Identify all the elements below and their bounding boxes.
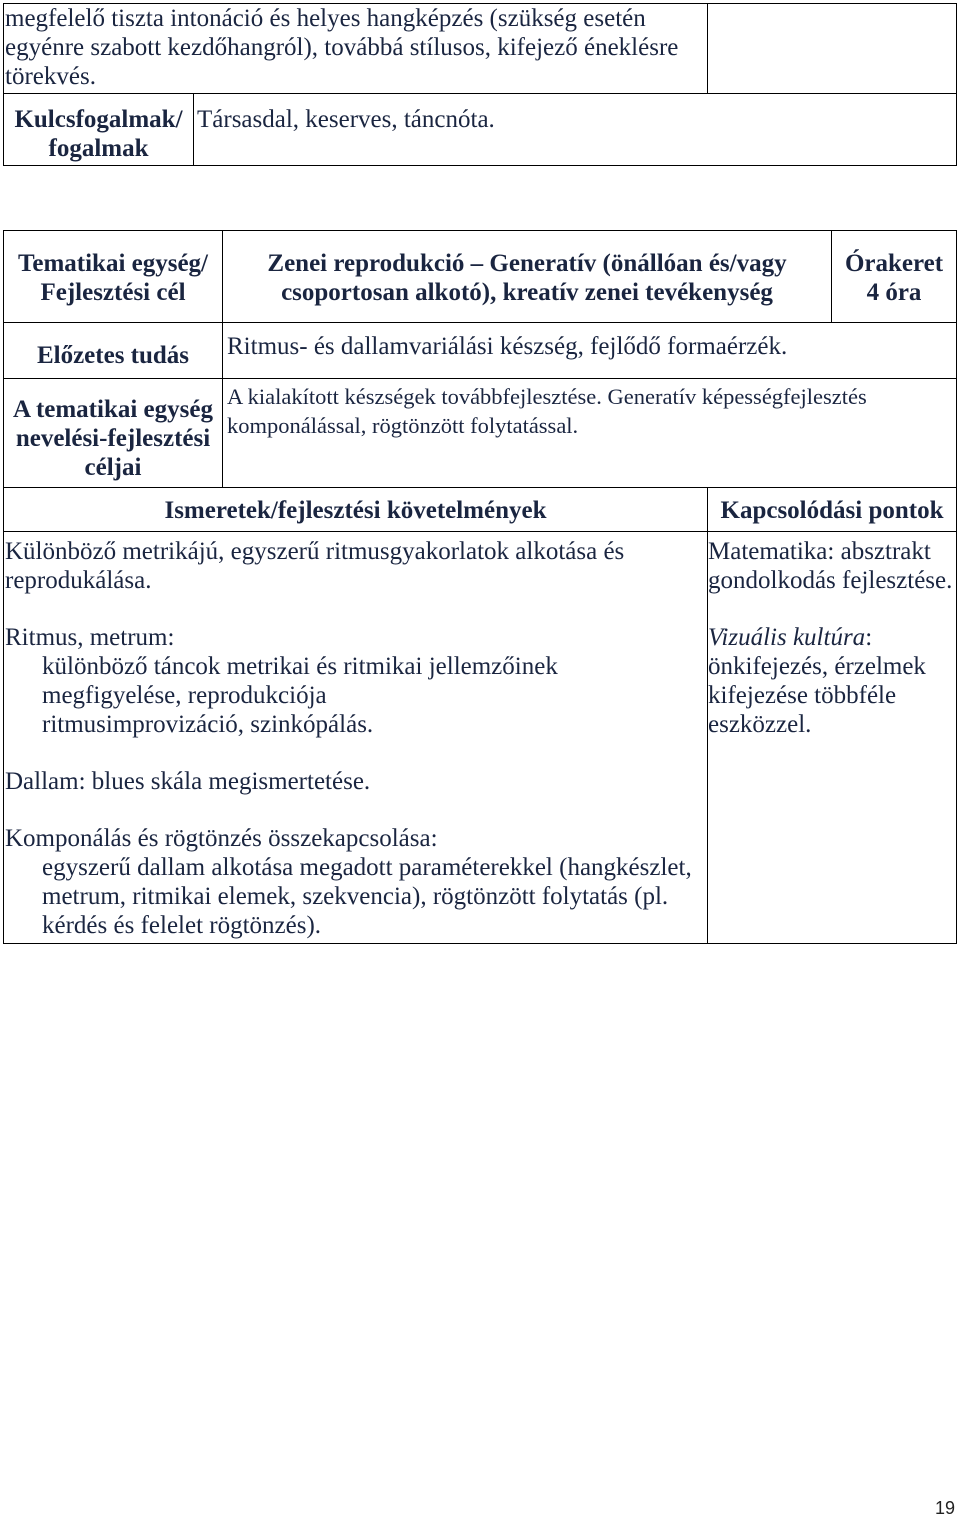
requirements-sub-line: kérdés és felelet rögtönzés). — [42, 912, 322, 939]
goals-label-cell — [3, 378, 223, 488]
connections-line: kifejezése többféle — [708, 682, 897, 709]
unit-title: csoportosan alkotó), kreatív zenei tevékenység — [281, 279, 773, 306]
time-frame-cell — [831, 230, 957, 323]
connections-body-cell — [707, 531, 957, 944]
connections-line: Matematika: absztrakt — [708, 538, 931, 565]
requirements-sub-line: metrum, ritmikai elemek, szekvencia), rögtönzött folytatás (pl. — [42, 883, 669, 910]
time-frame-label: Órakeret — [844, 250, 944, 277]
requirements-paragraph — [5, 623, 707, 739]
unit-title: Zenei reprodukció – Generatív (önállóan és/vagy — [267, 250, 787, 277]
connections-paragraph — [708, 623, 956, 739]
intro-line: törekvés. — [5, 63, 96, 90]
requirements-body-cell — [3, 531, 708, 944]
unit-title-cell — [222, 230, 832, 323]
intro-line: megfelelő tiszta intonáció és helyes hangképzés (szükség esetén — [5, 5, 646, 32]
goals-label: nevelési-fejlesztési — [15, 425, 211, 452]
connections-subject-suffix: : — [865, 624, 873, 651]
prior-knowledge-value: Ritmus- és dallamvariálási készség, fejlődő formaérzék. — [227, 333, 788, 360]
key-concepts-label: Kulcsfogalmak/ — [14, 106, 183, 133]
requirements-paragraph — [5, 767, 707, 796]
key-concepts-label-cell — [3, 93, 194, 166]
requirements-sub-line: ritmusimprovizáció, szinkópálás. — [42, 711, 374, 738]
requirements-title: Komponálás és rögtönzés összekapcsolása: — [5, 825, 438, 852]
unit-label: Tematikai egység/ — [17, 250, 209, 277]
connections-subject: Vizuális kultúra — [708, 624, 866, 651]
requirements-line: reprodukálása. — [5, 567, 152, 594]
requirements-header: Ismeretek/fejlesztési követelmények — [164, 497, 547, 524]
goals-value-cell — [222, 378, 957, 488]
goals-value: komponálással, rögtönzött folytatással. — [227, 413, 579, 438]
requirements-line: Dallam: blues skála megismertetése. — [5, 768, 371, 795]
intro-cell — [3, 3, 708, 94]
connections-line: önkifejezés, érzelmek — [708, 653, 926, 680]
prior-knowledge-label: Előzetes tudás — [36, 342, 190, 369]
unit-label-cell — [3, 230, 223, 323]
prior-knowledge-value-cell — [222, 322, 957, 379]
prior-knowledge-label-cell — [3, 322, 223, 379]
page-number: 19 — [934, 1498, 955, 1518]
key-concepts-label: fogalmak — [48, 135, 149, 162]
connections-header-cell — [707, 487, 957, 532]
requirements-sub-line: megfigyelése, reprodukciója — [42, 682, 327, 709]
unit-label: Fejlesztési cél — [40, 279, 186, 306]
goals-label: céljai — [84, 454, 142, 481]
time-frame-value: 4 óra — [866, 279, 922, 306]
intro-line: egyénre szabott kezdőhangról), továbbá stílusos, kifejező éneklésre — [5, 34, 679, 61]
connections-subject-line — [708, 623, 956, 652]
requirements-line: Különböző metrikájú, egyszerű ritmusgyakorlatok alkotása és — [5, 538, 625, 565]
key-concepts-value-cell — [193, 93, 957, 166]
requirements-paragraph — [5, 824, 707, 940]
connections-header: Kapcsolódási pontok — [720, 497, 944, 524]
key-concepts-value: Társasdal, keserves, táncnóta. — [197, 106, 495, 133]
requirements-title: Ritmus, metrum: — [5, 624, 175, 651]
goals-value: A kialakított készségek továbbfejlesztése. Generatív képességfejlesztés — [227, 384, 867, 409]
connections-paragraph — [708, 537, 956, 595]
empty-cell — [707, 3, 957, 94]
connections-line: eszközzel. — [708, 711, 812, 738]
connections-line: gondolkodás fejlesztése. — [708, 567, 953, 594]
goals-label: A tematikai egység — [13, 396, 213, 423]
requirements-sub-line: különböző táncok metrikai és ritmikai jellemzőinek — [42, 653, 558, 680]
requirements-paragraph — [5, 537, 707, 595]
requirements-header-cell — [3, 487, 708, 532]
requirements-sub-line: egyszerű dallam alkotása megadott paraméterekkel (hangkészlet, — [42, 854, 692, 881]
